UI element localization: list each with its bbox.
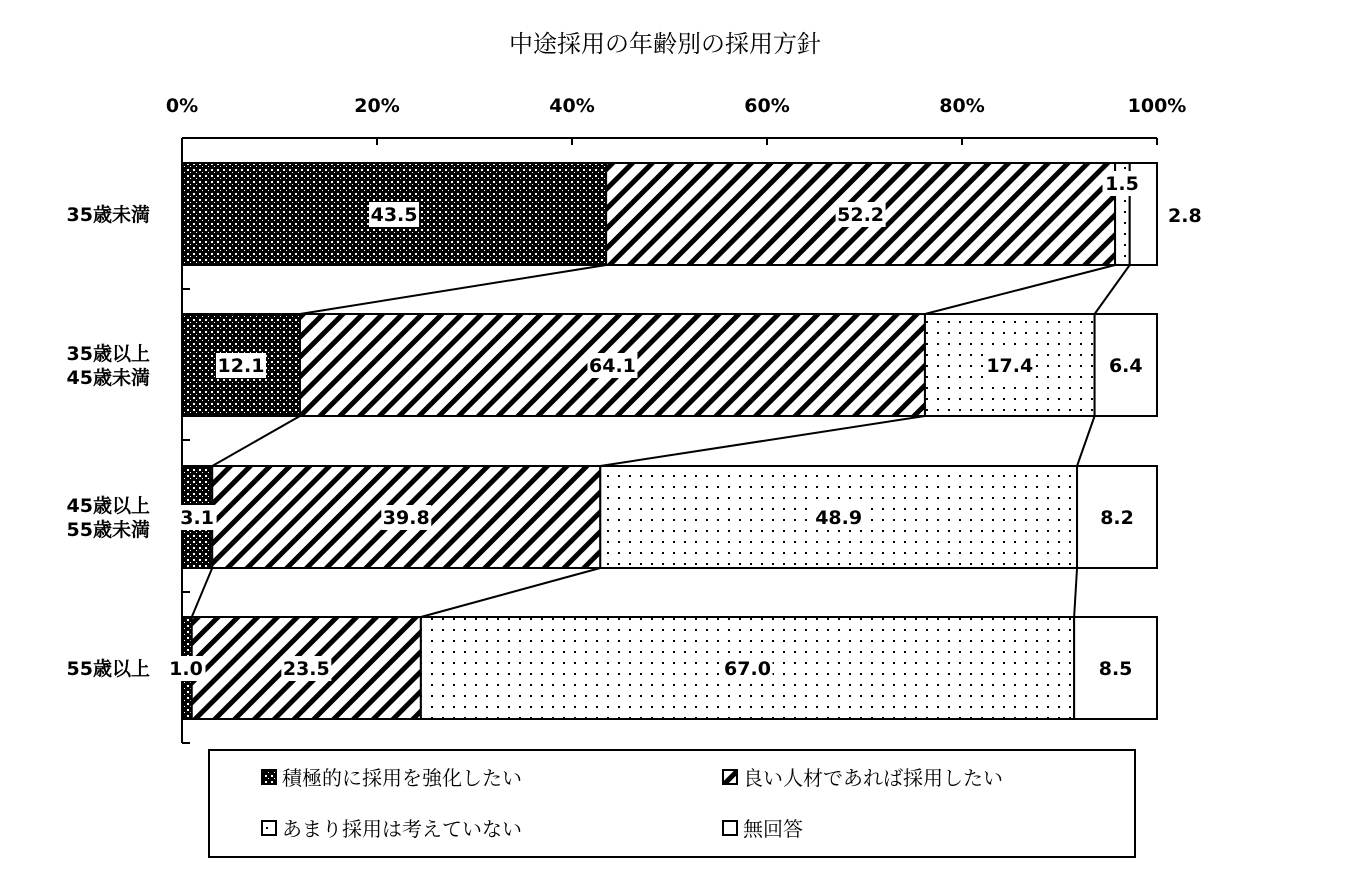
category-label: 55歳以上 <box>66 658 150 680</box>
series-line <box>1095 265 1130 314</box>
value-label: 8.5 <box>1098 658 1133 680</box>
x-tick-label: 100% <box>1127 95 1187 117</box>
category-label: 55歳未満 <box>66 519 150 541</box>
x-tick-label: 80% <box>939 95 985 117</box>
series-line <box>421 568 600 617</box>
x-tick-label: 60% <box>744 95 790 117</box>
value-label: 52.2 <box>837 204 885 226</box>
category-label: 35歳以上 <box>66 343 150 365</box>
chart-title: 中途採用の年齢別の採用方針 <box>509 30 821 58</box>
series-line <box>925 265 1115 314</box>
legend-swatch <box>262 821 276 835</box>
value-label: 8.2 <box>1100 507 1134 529</box>
x-tick-label: 40% <box>549 95 595 117</box>
legend-swatch <box>723 821 737 835</box>
legend-swatch <box>262 770 276 784</box>
legend <box>209 750 1135 857</box>
value-label: 43.5 <box>370 204 418 226</box>
series-line <box>300 265 606 314</box>
value-label: 1.5 <box>1105 173 1139 195</box>
value-label: 67.0 <box>724 658 771 680</box>
value-label: 39.8 <box>382 507 430 529</box>
x-tick-label: 20% <box>354 95 400 117</box>
category-label: 45歳未満 <box>66 367 150 389</box>
series-line <box>600 416 925 466</box>
value-label: 64.1 <box>589 355 636 377</box>
x-axis <box>166 95 1186 145</box>
category-label: 35歳未満 <box>66 204 150 226</box>
value-label: 2.8 <box>1168 205 1202 227</box>
value-label: 1.0 <box>169 658 203 680</box>
category-label: 45歳以上 <box>66 495 150 517</box>
legend-label: 良い人材であれば採用したい <box>743 766 1003 790</box>
legend-label: 無回答 <box>743 817 803 841</box>
series-line <box>192 568 212 617</box>
category-labels <box>67 203 150 680</box>
value-label: 23.5 <box>282 658 330 680</box>
value-label: 3.1 <box>180 507 214 529</box>
legend-swatch <box>723 770 737 784</box>
series-line <box>1074 568 1077 617</box>
bars <box>182 163 1157 719</box>
legend-label: 積極的に採用を強化したい <box>282 766 522 790</box>
value-label: 6.4 <box>1108 355 1143 377</box>
value-label: 17.4 <box>986 355 1034 377</box>
series-line <box>1077 416 1095 466</box>
legend-label: あまり採用は考えていない <box>282 817 522 841</box>
value-label: 48.9 <box>815 507 863 529</box>
x-tick-label: 0% <box>165 95 199 117</box>
series-line <box>212 416 300 466</box>
value-label: 12.1 <box>217 355 265 377</box>
